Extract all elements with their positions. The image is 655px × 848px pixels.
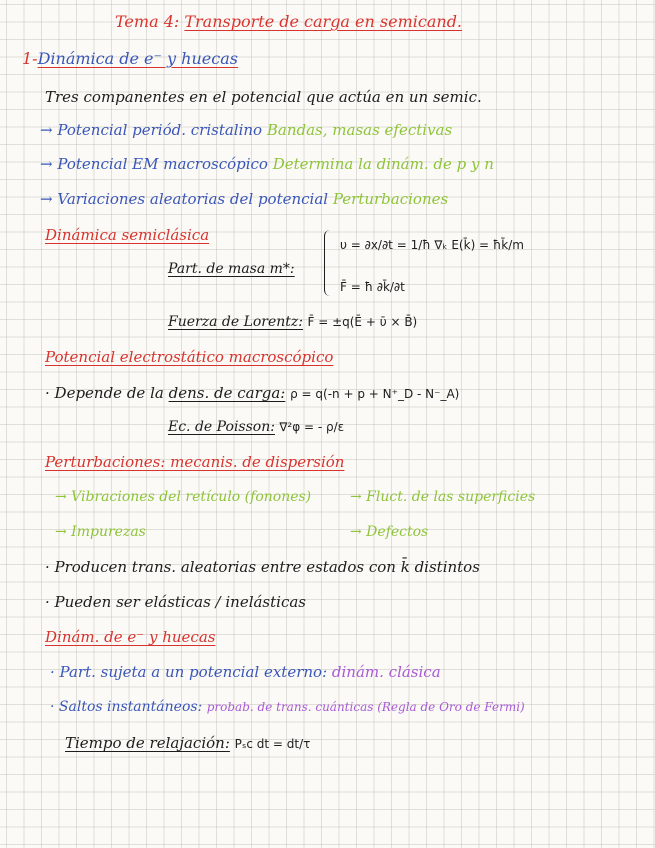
bullet-item <box>40 154 494 174</box>
bullet-text: Potencial EM macroscópico <box>57 155 268 173</box>
bullet-text: Potencial periód. cristalino <box>57 121 263 139</box>
bullet-item <box>40 189 448 209</box>
intro-text: Tres companentes en el potencial que actúa en un semic. <box>45 88 482 106</box>
arrow-icon: → <box>40 190 53 208</box>
section-heading <box>22 49 238 69</box>
point-text: · Saltos instantáneos: <box>50 699 203 715</box>
poisson-label: Ec. de Poisson: <box>168 419 275 435</box>
perturbation-note: · Producen trans. aleatorias entre estados con k̄ distintos <box>45 558 480 576</box>
bullet-note: Determina la dinám. de p y n <box>272 155 494 173</box>
brace-icon <box>324 230 333 296</box>
bullet-note: Perturbaciones <box>332 190 449 208</box>
relaxation-line <box>65 733 310 754</box>
perturbation-item: → Fluct. de las superficies <box>350 489 536 505</box>
arrow-icon: → <box>40 121 53 139</box>
page-title <box>115 12 462 32</box>
arrow-icon: → <box>40 155 53 173</box>
equation-force: F̄ = ħ ∂k̄/∂t <box>340 280 405 294</box>
subheading-semiclassical: Dinámica semiclásica <box>45 226 210 244</box>
dep-underlined: dens. de carga: <box>168 384 286 402</box>
relaxation-equation: Pₛc dt = dt/τ <box>234 737 311 751</box>
point-text: · Part. sujeta a un potencial externo: <box>50 663 328 681</box>
lorentz-label: Fuerza de Lorentz: <box>168 314 304 330</box>
perturbation-note: · Pueden ser elásticas / inelásticas <box>45 593 306 611</box>
perturbation-item: → Defectos <box>350 524 429 540</box>
dynamics-point <box>50 662 441 682</box>
charge-density-line <box>45 383 459 404</box>
bullet-text: Variaciones aleatorias del potencial <box>57 190 329 208</box>
title-prefix: Tema 4: <box>115 12 180 31</box>
lorentz-line <box>168 312 417 332</box>
bullet-item <box>40 120 452 140</box>
lorentz-equation: F̄ = ±q(Ē + ῡ × B̄) <box>307 315 418 329</box>
point-note: dinám. clásica <box>331 663 441 681</box>
point-note: probab. de trans. cuánticas (Regla de Oro de Fermi) <box>206 700 525 714</box>
section-number: 1- <box>22 49 38 68</box>
poisson-line <box>168 417 344 437</box>
mass-label: Part. de masa m*: <box>168 261 295 277</box>
perturbation-item: → Vibraciones del retículo (fonones) <box>55 489 312 505</box>
subheading-dynamics: Dinám. de e⁻ y huecas <box>45 628 216 646</box>
bullet-note: Bandas, masas efectivas <box>266 121 453 139</box>
equation-velocity: υ = ∂x/∂t = 1/ħ ∇ₖ E(k̄) = ħk̄/m <box>340 238 524 252</box>
subheading-perturbations: Perturbaciones: mecanis. de dispersión <box>45 453 345 471</box>
charge-equation: ρ = q(-n + p + N⁺_D - N⁻_A) <box>290 387 460 401</box>
dynamics-point <box>50 697 525 717</box>
poisson-equation: ∇²φ = - ρ/ε <box>279 420 345 434</box>
title-main: Transporte de carga en semicand. <box>184 12 463 31</box>
perturbation-item: → Impurezas <box>55 524 146 540</box>
section-title: Dinámica de e⁻ y huecas <box>37 49 238 68</box>
subheading-electrostatic: Potencial electrostático macroscópico <box>45 348 334 366</box>
relaxation-label: Tiempo de relajación: <box>65 734 230 752</box>
dep-text: · Depende de la <box>45 384 164 402</box>
